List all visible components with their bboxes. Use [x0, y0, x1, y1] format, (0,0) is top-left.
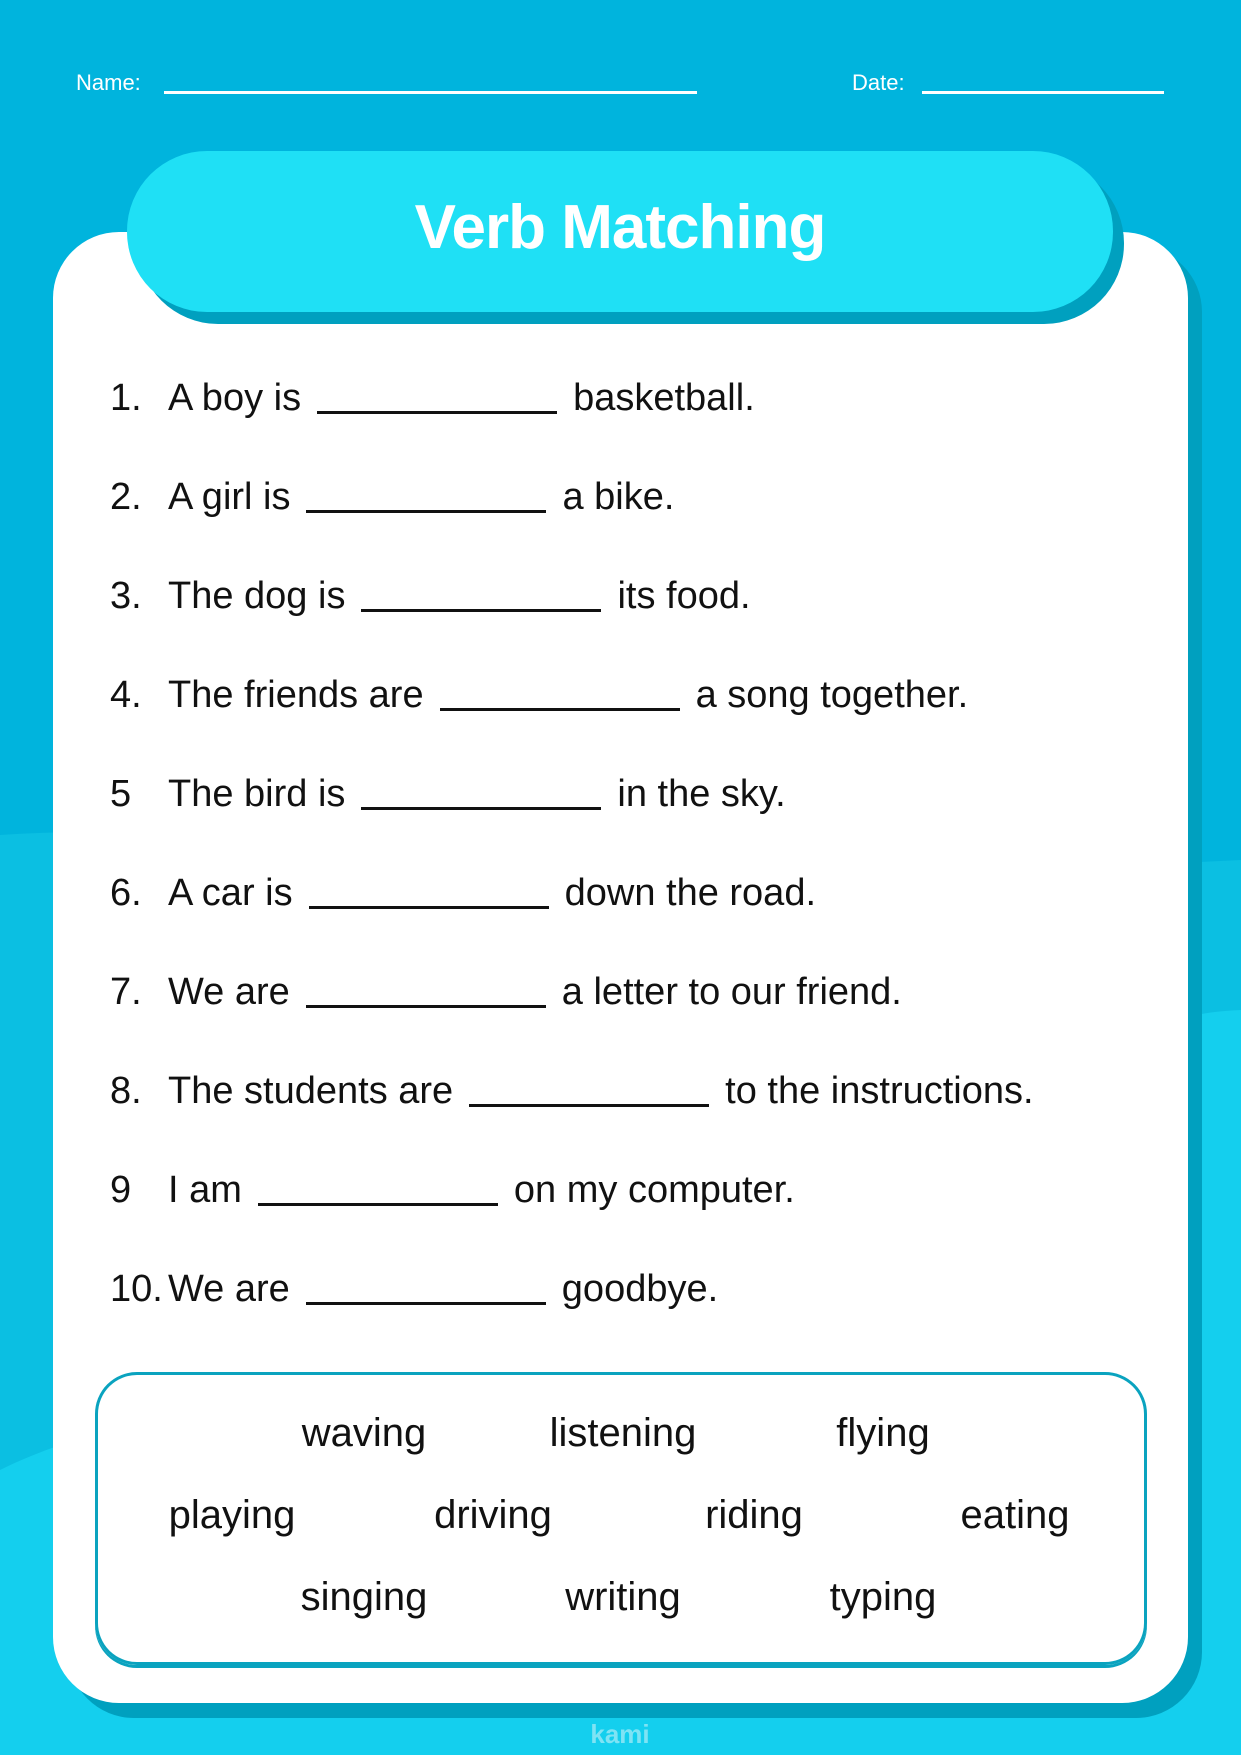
answer-blank[interactable]: [306, 967, 546, 1008]
answer-blank[interactable]: [361, 769, 601, 810]
question-text-before: We are: [168, 1268, 290, 1310]
answer-blank[interactable]: [309, 868, 549, 909]
question-item: [110, 868, 816, 918]
question-item: [110, 1264, 718, 1314]
question-item: [110, 571, 751, 621]
question-item: [110, 967, 902, 1017]
question-number: 4.: [110, 674, 142, 716]
answer-blank[interactable]: [440, 670, 680, 711]
kami-logo: kami: [590, 1719, 650, 1749]
question-number: 6.: [110, 872, 142, 914]
question-text-before: A car is: [168, 872, 293, 914]
question-text-after: a song together.: [695, 674, 969, 716]
question-text-after: down the road.: [564, 872, 817, 914]
word-bank-item: driving: [434, 1493, 552, 1537]
title-banner: [127, 151, 1113, 312]
question-item: [110, 769, 786, 819]
question-text-after: in the sky.: [617, 773, 786, 815]
question-text-before: The friends are: [168, 674, 424, 716]
question-text-before: A boy is: [168, 377, 302, 419]
question-text-before: I am: [168, 1169, 242, 1211]
word-bank-item: waving: [301, 1411, 427, 1455]
word-bank-item: playing: [168, 1493, 296, 1537]
answer-blank[interactable]: [361, 571, 601, 612]
word-bank-item: writing: [565, 1575, 681, 1619]
word-bank-item: typing: [829, 1575, 937, 1619]
question-text-after: its food.: [617, 575, 751, 617]
question-text-before: We are: [168, 971, 290, 1013]
question-text-after: to the instructions.: [725, 1070, 1034, 1112]
answer-blank[interactable]: [469, 1066, 709, 1107]
question-number: 9: [110, 1169, 132, 1211]
question-number: 8.: [110, 1070, 142, 1112]
question-text-after: a letter to our friend.: [561, 971, 902, 1013]
answer-blank[interactable]: [258, 1165, 498, 1206]
question-item: [110, 472, 674, 522]
name-label: Name:: [76, 70, 141, 95]
word-bank-item: listening: [549, 1411, 697, 1455]
answer-blank[interactable]: [306, 1264, 546, 1305]
answer-blank[interactable]: [317, 373, 557, 414]
question-number: 7.: [110, 971, 142, 1013]
question-text-before: A girl is: [168, 476, 291, 518]
word-bank-item: singing: [300, 1575, 428, 1619]
question-number: 2.: [110, 476, 142, 518]
word-bank-item: flying: [836, 1411, 930, 1455]
question-item: [110, 1066, 1034, 1116]
page-title: Verb Matching: [414, 193, 826, 262]
question-text-before: The bird is: [168, 773, 346, 815]
question-number: 10.: [110, 1268, 163, 1310]
answer-blank[interactable]: [306, 472, 546, 513]
name-field[interactable]: [164, 91, 697, 94]
question-text-after: on my computer.: [513, 1169, 795, 1211]
date-field[interactable]: [922, 91, 1164, 94]
question-item: [110, 670, 968, 720]
question-text-after: basketball.: [573, 377, 755, 419]
question-number: 5: [110, 773, 132, 815]
date-label: Date:: [852, 70, 905, 95]
question-text-after: goodbye.: [561, 1268, 719, 1310]
question-text-before: The dog is: [168, 575, 346, 617]
question-item: [110, 373, 755, 423]
word-bank-item: riding: [705, 1493, 803, 1537]
question-item: [110, 1165, 795, 1215]
question-text-before: The students are: [168, 1070, 454, 1112]
question-number: 3.: [110, 575, 142, 617]
word-bank-item: eating: [960, 1493, 1070, 1537]
word-bank: [95, 1372, 1147, 1665]
question-text-after: a bike.: [562, 476, 675, 518]
question-number: 1.: [110, 377, 142, 419]
